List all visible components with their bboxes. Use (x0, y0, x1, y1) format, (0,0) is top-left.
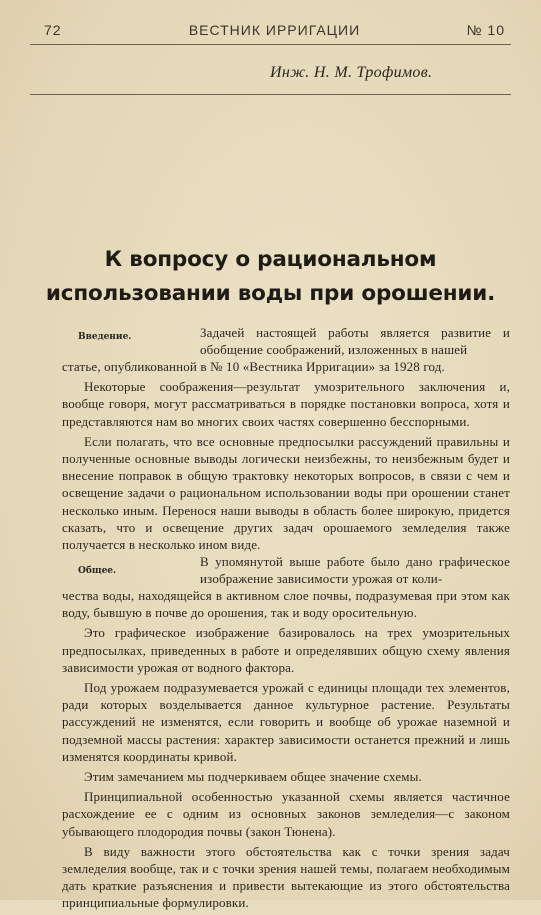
page-number: 72 (44, 22, 62, 38)
intro-paragraph-1: Некоторые соображения—результат умозрительного заключения и, вообще говоря, могут рассматриваться в порядке постановки вопроса, хотя и представляются нам во многих своих частях совершенно бесспорными. (62, 379, 510, 429)
issue-number: № 10 (466, 22, 505, 38)
general-first-line: В упомянутой выше работе было дано графическое изображение зависимости урожая от коли- (200, 554, 510, 587)
general-paragraph-4: Принципиальной особенностью указанной схемы является частичное расхождение ее с одним из основных законов земледелия—с законом убывающего плодородия почвы (закон Тюнена). (62, 789, 510, 839)
general-body (62, 587, 510, 915)
general-paragraph-3: Этим замечанием мы подчеркиваем общее значение схемы. (84, 769, 422, 785)
general-paragraph-1: Это графическое изображение базировалось на трех умозрительных предпосылках, приведенных в работе и определявших общую схему явления зависимости урожая от водного фактора. (62, 625, 510, 675)
journal-title: ВЕСТНИК ИРРИГАЦИИ (188, 22, 361, 38)
author-line: Инж. Н. М. Трофимов. (270, 64, 433, 81)
author-rule (30, 94, 511, 95)
intro-paragraph-0: статье, опубликованной в № 10 «Вестника Ирригации» за 1928 год. (62, 359, 445, 374)
general-paragraph-5: В виду важности этого обстоятельства как с точки зрения задач земледелия вообще, так и с точки зрения нашей темы, полагаем необходимым дать краткие разъяснения и привести вытекающие из этого обстоятельства принципиальные формулировки. (62, 843, 510, 911)
running-header (44, 20, 505, 42)
section-heading-intro: Введение. (78, 332, 132, 342)
intro-body (62, 358, 510, 556)
article-title: К вопросу о рациональном использовании воды при орошении. (45, 247, 496, 306)
intro-first-line: Задачей настоящей работы является развитие и обобщение соображений, изложенных в нашей (200, 325, 510, 358)
header-rule (30, 44, 511, 45)
general-paragraph-0: чества воды, находящейся в активном слое почвы, подразумевая при этом как воду, бывшую в почве до орошения, так и воду оросительную. (62, 588, 510, 621)
general-paragraph-2: Под урожаем подразумевается урожай с единицы площади тех элементов, ради которых возделывается данное культурное растение. Результаты рассуждений не изменятся, если говорить и вообще об урожае наземной и подземной массы растения: характер зависимости останется прежний и лишь изменятся координаты кривой. (62, 680, 510, 764)
intro-paragraph-2: Если полагать, что все основные предпосылки рассуждений правильны и полученные основные выводы логически неизбежны, то неизбежным будет и внесение поправок в общую трактовку некоторых вопросов, в связи с чем и освещение задачи о рациональном использовании воды при орошении станет несколько иным. Перенося наши выводы в область более широкую, придется сказать, что и освещение других задач орошаемого земледелия также получается в несколько ином виде. (62, 433, 510, 553)
section-heading-general: Общее. (78, 566, 117, 576)
